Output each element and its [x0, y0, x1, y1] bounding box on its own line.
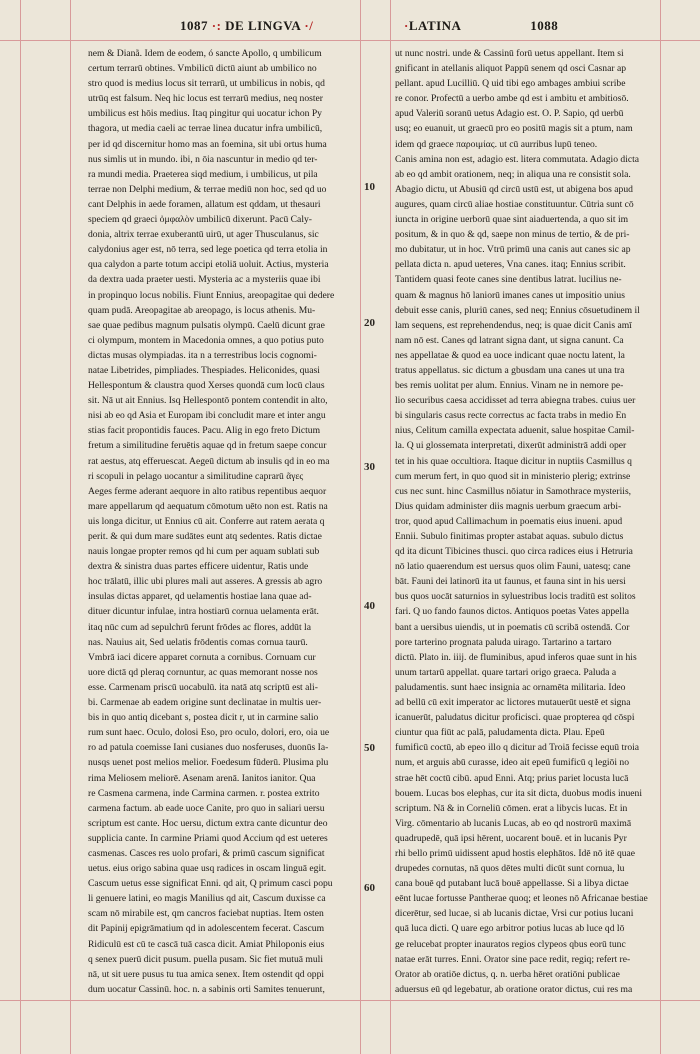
right-column-line: quā luca dicti. Q uare ego arbitror potius lucas ab luce qd lō — [395, 923, 625, 935]
right-column-line: nam nō est. Canes qd latrant signa dant, ut signa canunt. Ca — [395, 334, 624, 346]
left-column-line: uore dictā qd pleraq cornuntur, ac quas memorant nosse nos — [88, 666, 318, 678]
left-column-line: certum terrarū obtines. Vmbilicū dictū aiunt ab umbilico no — [88, 63, 317, 75]
right-column-line: usq; eo euanuit, ut graecū pro eo positū magis sit a ptum, nam — [395, 123, 633, 135]
right-column-line: bes remis uolitat per alum. Ennius. Vinam ne in nemore pe- — [395, 380, 624, 392]
line-marker-60: 60 — [364, 882, 375, 894]
right-column-line: bouem. Lucas bos elephas, cur ita sit dicta, duobus modis inueni — [395, 787, 642, 799]
left-column-line: esse. Carmenam priscū uocabulū. ita natā atq scriptū est ali- — [88, 681, 318, 693]
left-column-line: Vmbrā iaci dicere apparet cornuta a cornibus. Cornuam cur — [88, 651, 316, 663]
right-page-number: 1088 — [530, 18, 559, 33]
left-column-line: dextra & sinistra duas partes efficere uidentur, Ratis unde — [88, 561, 309, 573]
left-column-line: scam nō mirabile est, qm cancros faciebat nuptias. Item osten — [88, 908, 324, 920]
header-rule — [0, 40, 700, 41]
right-column-line: lio securibus caesa accidisset ad terra abiegna trabes. cuius uer — [395, 395, 636, 407]
left-column-line: stias facit propontidis fauces. Pacu. Alig in ego freto Dictum — [88, 425, 321, 437]
right-column-line: bi singularis casus recte correctus ac facta trabs in medio En — [395, 410, 627, 422]
right-column-line: re conor. Profectū a uerbo ambe qd est i ambitu et ambitiosō. — [395, 93, 629, 105]
left-column-line: da dextra uada praeter uesti. Mysteria ac a mysteriis quae ibi — [88, 274, 321, 286]
left-column-line: fretum a similitudine feruētis aquae qd in fretum saepe concur — [88, 440, 327, 452]
left-column-line: rat aestus, atq efferuescat. Aegeū dictum ab insulis qd in eo ma — [88, 455, 330, 467]
right-column-line: pellata dicta n. apud ueteres, Vna canes. itaq; Ennius scribit. — [395, 259, 626, 271]
left-column-line: scriptum est cante. Hoc uersu, dictum extra cante dicuntur deo — [88, 817, 328, 829]
left-column-line: itaq nūc cum ad sepulchrū ferunt frōdes ac flores, addūt la — [88, 621, 311, 633]
left-column-line: stro quod is medius locus sit terrarū, ut umbilicus in nobis, qd — [88, 78, 325, 90]
right-column-line: bant a uersibus uiendis, ut in poematis cū scribā ostendā. Cor — [395, 621, 630, 633]
left-column-line: dituer dicuntur infulae, intra hostiarū cornua uelamenta erāt. — [88, 606, 319, 618]
right-column-line: cana bouē qd putabant lucā bouē appellasse. Si a libya dictae — [395, 878, 629, 890]
right-column-line: icanuerūt, paludatus dicitur proficisci. quae propterea qd cōspi — [395, 712, 635, 724]
right-column-line: nes appellatae & quod ea uoce indicant quae noctu latent, la — [395, 349, 625, 361]
right-column-line: augures, quam circū aliae hostiae constituuntur. Cūtria sunt cō — [395, 198, 634, 210]
right-column-line: fari. Q uo fando faunos dictos. Antiquos poetas Vates appella — [395, 606, 630, 618]
left-column-line: casmenas. Casces res uolo profari, & primū cascum significat — [88, 847, 325, 859]
left-column-line: sae quae pedibus magnum pulsatis olympū. Caelū dicunt grae — [88, 319, 325, 331]
left-column-line: nus simlis ut in mundo. ibi, n ōia nascuntur in medio qd ter- — [88, 153, 318, 165]
left-column-line: uis longa dicitur, ut Ennius cū ait. Conferre aut ratem aerata q — [88, 515, 325, 527]
right-column-line: Dius quidam administer diis magnis uerbum graecum arbi- — [395, 500, 622, 512]
right-column-line: nius, Celitum camilla expectata aduenit, salue hospitae Camil- — [395, 425, 635, 437]
right-column-line: qd ita dicunt Tibicines thusci. quo circa radices eius i Hetruria — [395, 546, 633, 558]
right-column-line: ab eo qd ambit orationem, neq; in aliqua una re consistit sola. — [395, 168, 631, 180]
left-column-line: natae Libetrides, pimpliades. Thespiades. Heliconides, quasi — [88, 364, 320, 376]
right-column-line: quam & magnus hō laniorū imanes canes ut impositio unius — [395, 289, 625, 301]
left-column-line: Cascum uetus esse significat Enni. qd ait, Q primum casci popu — [88, 878, 333, 890]
right-column-line: drupedes cornutas, nā quos dētes multi dicūt sunt cornua, lu — [395, 863, 625, 875]
left-column-line: donia, altrix terrae exuberantū uirū, ut ager Thusculanus, sic — [88, 229, 319, 241]
left-column-line: nā, ut sit uere pusus tu tua amica senex. Item ostendit qd oppi — [88, 968, 325, 980]
right-column-line: iuncta in origine uerborū quae sint aiaduertenda, a quo sit im — [395, 214, 629, 226]
left-column-line: hoc trālatū, illic ubi plures mali aut asseres. A gressis ab agro — [88, 576, 323, 588]
footer-rule — [0, 1000, 700, 1001]
right-column-line: Ennii. Subulo finitimas propter astabat aquas. subulo dictus — [395, 531, 624, 542]
right-column-line: debuit esse canis, pluriū canes, sed neq; Ennius cōsuetudinem il — [395, 304, 640, 316]
gutter-rule-right — [390, 0, 391, 1054]
gutter-rule-left — [360, 0, 361, 1054]
left-column-line: speciem qd graeci ὀμφαλὸν umbilicū dixerunt. Pacū Caly- — [88, 214, 312, 226]
right-column-line: ad bellū cū exit imperator ac lictores mutauerūt uestē et signa — [395, 697, 631, 709]
right-column-line: tet in his quae occultiora. Itaque dicitur in nuptiis Casmillus q — [395, 455, 632, 467]
left-column-line: dictas musas olympiadas. ita n a terrestribus locis cognomi- — [88, 349, 317, 361]
right-column-line: num, et arguis abū curasse, ideo ait epeū fumificū q legiōi no — [395, 757, 630, 769]
line-marker-20: 20 — [364, 317, 375, 329]
line-marker-10: 10 — [364, 181, 375, 193]
left-column-line: bi. Carmenae ab eadem origine sunt declinatae in multis uer- — [88, 697, 322, 709]
right-column-line: bāt. Fauni dei latinorū ita ut faunus, et fauna sint in his uersi — [395, 576, 626, 588]
right-column-line: ge relucebat propter inauratos regios clypeos qbus eorū tunc — [395, 938, 626, 950]
left-column-line: umbilicus est hōis medius. Itaq pingitur qui uocatur ichon Py — [88, 108, 322, 120]
right-page-header: ·LATINA 1088 — [404, 18, 559, 33]
left-column-line: rima Meliosem meliorē. Asenam arenā. Ianitos ianitor. Qua — [88, 772, 316, 784]
right-column-line: quadrupedē, quā ipsi hērent, uocarent bouē. et in lucanis Pyr — [395, 832, 627, 844]
right-column-line: unum tartarū appellat. quare tartari origo graeca. Paluda a — [395, 666, 617, 678]
right-column-line: dicerētur, sed lucae, si ab lucanis dictae, Vrsi cur potius lucani — [395, 908, 634, 920]
left-column-line: q senex puerū dicit pusum. puella pusam. Sic fiet mutuā muli — [88, 953, 324, 965]
right-column-line: tror, quod apud Callimachum in poematis eius inueni. apud — [395, 515, 623, 527]
line-marker-50: 50 — [364, 742, 375, 754]
right-column-line: Virg. cōmentario ab lucanis Lucas, ab eo qd nostrorū maximā — [395, 817, 632, 829]
right-column-line: lam sequens, est reprehendendus, neq; is quae dicit Canis amī — [395, 319, 632, 331]
left-column-line: terrae non Delphi medium, & terrae mediū non hoc, sed qd uo — [88, 183, 327, 195]
left-column-line: dum uocatur Cassinū. hoc. n. a sabinis orti Samites tenuerunt, — [88, 983, 325, 995]
right-column-line: Canis amina non est, adagio est. litera commutata. Adagio dicta — [395, 153, 640, 165]
left-column-line: ri scopuli in pelago uocantur a similitudine caprarū ᾶγες — [88, 470, 304, 482]
right-column-line: eēnt lucae fortusse Pantherae quoq; et leones nō Africanae bestiae — [395, 893, 648, 905]
left-column-line: insulas dictas apparet, qd uelamentis hostiae lana quae ad- — [88, 591, 312, 603]
right-column-line: dictū. Plato in. iiij. de fluminibus, apud inferos quae sunt in his — [395, 651, 637, 663]
right-column-line: rhi bello primū uidissent apud hostis elephātos. Idē nō itē quae — [395, 847, 636, 859]
left-column-line: calydonius ager est, nō terra, sed lege poetica qd terra etolia in — [88, 244, 328, 256]
left-column-line: per id qd discernitur homo mas an foemina, sit ubi ortus huma — [88, 138, 327, 150]
left-column-line: rum sunt haec. Oculo, dolosi Eso, pro oculo, dolori, ero, oia ue — [88, 727, 330, 739]
right-column-line: Orator ab oratiōe dictus, q. n. uerba hēret oratiōni publicae — [395, 968, 620, 980]
left-column-line: nisi ab eo qd Asia et Europam ibi concludit mare et inter angu — [88, 410, 326, 422]
right-column-line: mo dubitatur, ut in hoc. Vtrū primū una canis aut canes sic ap — [395, 244, 631, 256]
right-column-line: bus quos uocāt saturnios in syluestribus locis traditū est solitos — [395, 591, 636, 603]
left-column-line: Aeges ferme aderant aequore in alto ratibus repentibus aequor — [88, 485, 327, 497]
right-column-line: idem qd graece παροιμίας. ut cū aurribus lupū teneo. — [395, 138, 598, 150]
right-column-line: ciuntur qua fiūt ac palā, paludamenta dicta. Plau. Epeū — [395, 727, 605, 739]
left-column-line: carmena factum. ab eade uoce Canite, pro quo in saliari uersu — [88, 802, 325, 814]
right-column-line: la. Q ui glossemata interpretati, dixerūt administrā addi oper — [395, 440, 627, 452]
right-column-line: ut nunc nostri. unde & Cassinū forū uetus appellant. Item si — [395, 48, 624, 59]
right-column-line: Tantidem quasi feote canes sine dentibus latrat. lucilius ne- — [395, 274, 622, 286]
right-running-title: LATINA — [408, 18, 461, 33]
right-column-line: gnificant in atellanis aliquot Pappū senem qd osci Casnar ap — [395, 63, 626, 75]
right-column-line: Abagio dictu, ut Abusiū qd circū ustū est, ut abigena bos apud — [395, 183, 633, 195]
left-column-line: utrūq est falsum. Neq hic locus est terrarū medius, neq noster — [88, 93, 323, 105]
right-column-line: strae hēt coctū cibū. apud Enni. Atq; prius pariet locusta lucā — [395, 772, 629, 784]
right-column-line: cus nec sunt. hinc Casmillus nōiatur in Samothrace mysteriis, — [395, 485, 632, 497]
left-text-column — [88, 46, 356, 997]
line-marker-40: 40 — [364, 600, 375, 612]
left-column-line: cant Delphis in aede foramen, allatum est qddam, ut thesauri — [88, 198, 321, 210]
left-column-line: in propinquo locus nobilis. Fiunt Ennius, areopagitae qui dedere — [88, 289, 335, 301]
left-column-line: perit. & qui dum mare sudātes eunt atq sedentes. Ratis dictae — [88, 531, 322, 542]
right-column-line: nō latio quaerendum est uersus quos olim Fauni, uatesq; cane — [395, 561, 631, 573]
right-column-line: cum merum fert, in quo quod sit in ministerio plerig; extrinse — [395, 470, 631, 482]
right-column-line: scriptum. Nā & in Corneliū cōmen. erat a libycis lucas. Et in — [395, 802, 628, 814]
line-marker-30: 30 — [364, 461, 375, 473]
left-column-line: thagora, ut media caeli ac terrae linea ducatur infra umbilicū, — [88, 123, 323, 135]
left-column-line: quam pudā. Areopagitae ab areopago, is locus athenis. Mu- — [88, 304, 316, 316]
left-text-rule — [70, 0, 71, 1054]
right-column-line: aduersus eū qd legebatur, ab oratione orator dictus, cui res ma — [395, 983, 633, 995]
left-page-number: 1087 — [180, 18, 208, 33]
left-column-line: nusqs uenet post melios melior. Foedesum fūderū. Plusima plu — [88, 757, 329, 769]
right-column-line: fumificū coctū, ab epeo illo q dicitur ad Troiā fecisse equū troia — [395, 742, 640, 754]
left-column-line: nauis longae propter remos qd hi cum per aquam sublati sub — [88, 546, 320, 558]
left-column-line: ci olympum, montem in Macedonia omnes, a quo potius puto — [88, 334, 324, 346]
right-column-line: pellant. apud Lucilliū. Q uid tibi ego ambages ambiui scribe — [395, 78, 626, 90]
left-column-line: nem & Dianã. Idem de eodem, ó sancte Apollo, q umbilicum — [88, 48, 322, 59]
left-column-line: li genuere latini, eo magis Manilius qd ait, Cascum duxisse ca — [88, 893, 326, 905]
left-column-line: ro ad patula coemisse Iani cusianes duo nosferuses, duonūs Ia- — [88, 742, 329, 754]
left-column-line: bis in quo antiq dicebant s, postea dicit r, ut in carmine salio — [88, 712, 319, 724]
left-column-line: re Casmena carmena, inde Carmina carmen. r. postea extrito — [88, 787, 320, 799]
right-column-line: tratus appellatus. sic dictum a gbusdam una canes ut una tra — [395, 364, 625, 376]
right-column-line: positum, & in quo & qd, saepe non minus de tertio, & de pri- — [395, 229, 630, 241]
left-column-line: supplicia cante. In carmine Priami quod Accium qd est ueteres — [88, 832, 328, 844]
left-column-line: nas. Nauius ait, Sed uelatis frōdentis comas cornua taurū. — [88, 636, 308, 648]
left-column-line: mare appellarum qd aequatum cōmotum uēto non est. Ratis na — [88, 500, 328, 512]
left-column-line: sit. Nā ut ait Ennius. Isq Hellespontō pontem contendit in alto, — [88, 395, 328, 407]
left-column-line: dit Papinij epigrāmatium qd in adolescentem fecerat. Cascum — [88, 923, 325, 935]
left-margin-rule — [20, 0, 21, 1054]
left-column-line: ra mundi media. Praeterea siqd medium, i umbilicus, ut pila — [88, 168, 318, 180]
right-column-line: pore tarterino prognata paluda uirago. Tartarino a tartaro — [395, 636, 612, 648]
left-column-line: Hellespontum & claustra quod Xerses quondā cum locū claus — [88, 380, 325, 392]
left-page-header: 1087 ·: DE LINGVA ·/ — [180, 18, 314, 33]
right-column-line: natae erāt turres. Enni. Orator sine pace redit, regiq; refert re- — [395, 953, 631, 965]
left-running-title: DE LINGVA — [225, 18, 301, 33]
right-column-line: apud Valeriū soranū uetus Adagio est. O. P. Sapio, qd uerbū — [395, 108, 624, 120]
left-column-line: qua calydon a parte totum accipi etoliā uoluit. Actius, mysteria — [88, 259, 329, 271]
right-text-rule — [660, 0, 661, 1054]
left-column-line: uetus. eius origo sabina quae usq radices in oscam linguā egit. — [88, 863, 327, 875]
left-column-line: Ridiculū est cū te cascā tuā casca dicit. Amiat Philoponis eius — [88, 938, 325, 950]
right-column-line: paludamentis. sunt haec insignia ac ornamēta militaria. Ideo — [395, 681, 626, 693]
right-text-column — [395, 46, 657, 997]
